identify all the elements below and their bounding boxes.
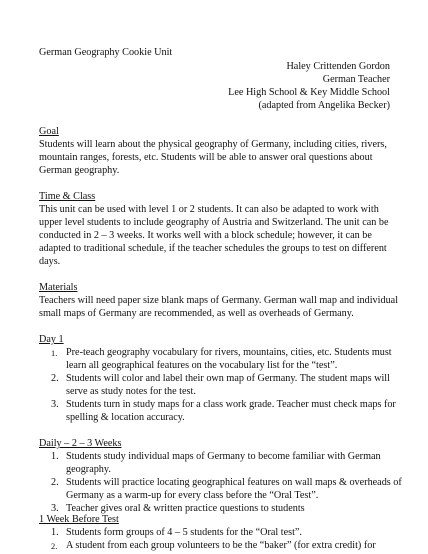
time-class-text-line: This unit can be used with level 1 or 2 students. It can also be adapted to work with — [39, 204, 379, 215]
list-item-line: Students form groups of 4 – 5 students for the “Oral test”. — [66, 527, 302, 538]
goal-text-line: Students will learn about the physical geography of Germany, including cities, rivers, — [39, 139, 387, 150]
materials-heading: Materials — [39, 282, 78, 293]
list-number: 1. — [51, 451, 59, 462]
list-number: 2. — [51, 373, 59, 384]
document-title: German Geography Cookie Unit — [39, 47, 173, 58]
list-item-line: geography. — [66, 464, 111, 475]
goal-text-line: German geography. — [39, 165, 120, 176]
time-class-heading: Time & Class — [39, 191, 96, 202]
time-class-text-line: days. — [39, 256, 61, 267]
author-name: Haley Crittenden Gordon — [286, 61, 390, 72]
author-school: Lee High School & Key Middle School — [228, 87, 390, 98]
daily-heading: Daily – 2 – 3 Weeks — [39, 438, 122, 449]
time-class-text-line: adapted to traditional schedule, if the teacher schedules the groups to test on different — [39, 243, 387, 254]
time-class-text-line: conducted in 2 – 3 weeks. It works well with a block schedule; however, it can be — [39, 230, 372, 241]
list-item-line: serve as study notes for the test. — [66, 386, 196, 397]
list-number: 2. — [51, 542, 58, 551]
list-number: 2. — [51, 477, 59, 488]
list-item-line: Germany as a warm-up for every class before the “Oral Test”. — [66, 490, 319, 501]
list-number: 1. — [51, 527, 59, 538]
list-item-line: learn all geographical features on the vocabulary list for the “test”. — [66, 360, 338, 371]
author-credit: (adapted from Angelika Becker) — [258, 100, 390, 111]
list-number: 3. — [51, 399, 59, 410]
week-before-heading: 1 Week Before Test — [39, 514, 119, 525]
list-item-line: A student from each group volunteers to be the “baker” (for extra credit) for — [66, 540, 376, 551]
list-item-line: Teacher gives oral & written practice questions to students — [66, 503, 305, 514]
list-number: 1. — [51, 349, 58, 358]
goal-text-line: mountain ranges, forests, etc. Students will be able to answer oral questions about — [39, 152, 373, 163]
list-item-line: Students turn in study maps for a class work grade. Teacher must check maps for — [66, 399, 396, 410]
list-item-line: Students will practice locating geographical features on wall maps & overheads of — [66, 477, 402, 488]
list-item-line: Pre-teach geography vocabulary for rivers, mountains, cities, etc. Students must — [66, 347, 392, 358]
materials-text-line: small maps of Germany are recommended, as well as overheads of Germany. — [39, 308, 354, 319]
list-item-line: spelling & location accuracy. — [66, 412, 185, 423]
time-class-text-line: upper level students to include geography of Austria and Switzerland. The unit can be — [39, 217, 389, 228]
goal-heading: Goal — [39, 126, 59, 137]
list-number: 3. — [51, 503, 59, 514]
list-item-line: Students study individual maps of Germany to become familiar with German — [66, 451, 381, 462]
day1-heading: Day 1 — [39, 334, 64, 345]
materials-text-line: Teachers will need paper size blank maps of Germany. German wall map and individual — [39, 295, 399, 306]
author-role: German Teacher — [322, 74, 390, 85]
list-item-line: Students will color and label their own map of Germany. The student maps will — [66, 373, 390, 384]
